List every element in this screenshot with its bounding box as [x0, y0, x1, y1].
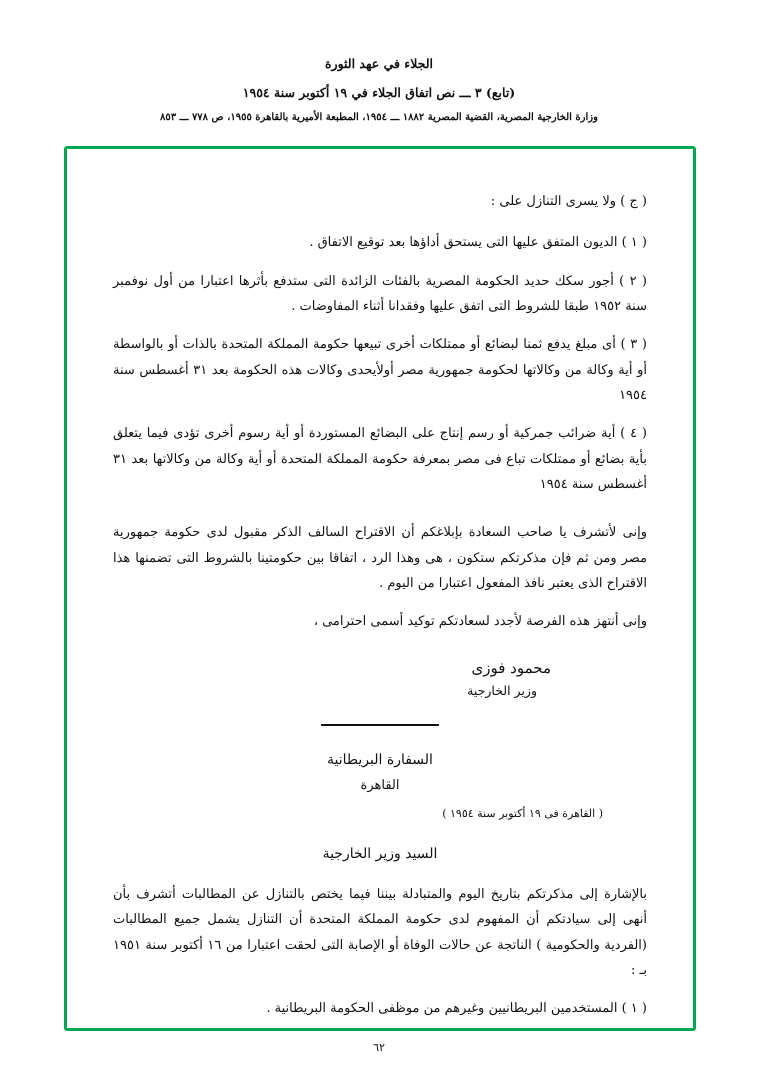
closing-paragraph-1: وإنى لأتشرف يا صاحب السعادة بإبلاغكم أن الاقتراح السالف الذكر مقبول لدى حكومة جمهورية مصر ومن ثم فإن مذكرتكم ستكون ، هى وهذا الرد ، اتفاقا بين حكومتينا بالشروط التى تضمنها هذا الاقتراح الذى يعتبر نافذ المفعول اعتبارا من اليوم .: [113, 525, 647, 592]
embassy-name: السفارة البريطانية: [327, 751, 433, 768]
page-number: ٦٢: [373, 1041, 385, 1054]
signature-name: محمود فوزى: [471, 658, 551, 677]
embassy-heading: [113, 752, 647, 793]
clause-item-3: ( ٣ ) أى مبلغ يدفع ثمنا لبضائع أو ممتلكات أخرى تبيعها حكومة المملكة المتحدة بالذات أو بالواسطة أو أية وكالة من وكالاتها لحكومة جمهورية مصر أولأيحدى وكالات هذه الحكومة بعد ٣١ أغسطس سنة ١٩٥٤: [113, 337, 648, 404]
embassy-addressee: السيد وزير الخارجية: [322, 845, 438, 862]
signature-block: [113, 659, 551, 698]
page-subtitle: (تابع) ٣ ـــ نص اتفاق الجلاء في ١٩ أكتوبر سنة ١٩٥٤: [242, 85, 516, 100]
clause-item-1: ( ١ ) الديون المتفق عليها التى يستحق أداؤها بعد توقيع الاتفاق .: [309, 235, 647, 251]
clause-item-4: ( ٤ ) أية ضرائب جمركية أو رسم إنتاج على البضائع المستوردة أو أية رسوم أخرى تؤدى فيما يتعلق بأية بضائع أو ممتلكات تباع فى مصر بمعرفة حكومة المملكة المتحدة أو أية وكالة من وكالاتها بعد ٣١ أغسطس سنة ١٩٥٤: [113, 426, 647, 493]
embassy-date: ( القاهرة فى ١٩ أكتوبر سنة ١٩٥٤ ): [442, 806, 603, 820]
embassy-item-1: ( ١ ) المستخدمين البريطانيين وغيرهم من موظفى الحكومة البريطانية .: [266, 1001, 647, 1017]
content-frame: [64, 146, 696, 1031]
page-header: [0, 0, 758, 123]
signature-title: وزير الخارجية: [467, 682, 537, 698]
embassy-city: القاهرة: [360, 777, 400, 793]
closing-paragraph-2: وإنى أنتهز هذه الفرصة لأجدد لسعادتكم توكيد أسمى احترامى ،: [313, 614, 647, 630]
clause-c: ( ج ) ولا يسرى التنازل على :: [490, 194, 647, 209]
page-title: الجلاء في عهد الثورة: [324, 56, 433, 71]
content-body: [67, 149, 693, 1028]
spacer: [113, 510, 647, 520]
source-citation: وزارة الخارجية المصرية، القضية المصرية ١٨٨٢ ـــ ١٩٥٤، المطبعة الأميرية بالقاهرة ١٩٥٥، ص ٧٧٨ ـــ ٨٥٣: [160, 112, 598, 123]
section-divider: [321, 724, 439, 726]
embassy-paragraph-1: بالإشارة إلى مذكرتكم بتاريخ اليوم والمتبادلة بيننا فيما يختص بالتنازل عن المطالبات أتشرف بأن أنهى إلى سيادتكم أن المفهوم لدى حكومة المملكة المتحدة أن التنازل يشمل جميع المطالبات (الفردية والحكومية ) الناتجة عن حالات الوفاة أو الإصابة التى لحقت اعتبارا من ١٦ أكتوبر سنة ١٩٥١ بـ :: [113, 886, 647, 978]
clause-item-2: ( ٢ ) أجور سكك حديد الحكومة المصرية بالفئات الزائدة التى ستدفع بأثرها اعتبارا من أول نوفمبر سنة ١٩٥٢ طبقا للشروط التى اتفق عليها وفقدانا أثناء المفاوضات .: [113, 273, 647, 315]
